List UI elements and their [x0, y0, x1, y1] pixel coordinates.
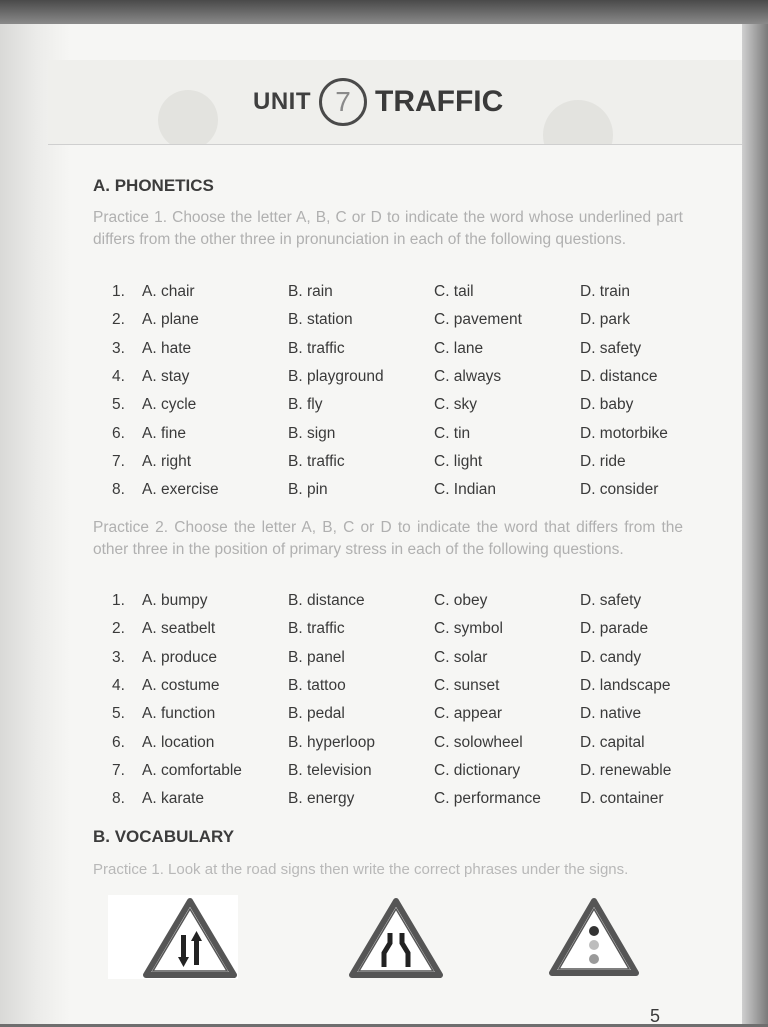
option-d: D. distance [580, 367, 658, 385]
question-number: 5. [112, 396, 125, 414]
option-c: C. tin [434, 424, 471, 442]
road-narrows-icon [348, 895, 448, 979]
option-c: C. lane [434, 339, 484, 357]
option-b: B. tattoo [288, 676, 346, 694]
option-c: C. symbol [434, 620, 503, 638]
option-d: D. baby [580, 396, 634, 414]
option-a: A. fine [142, 424, 186, 442]
option-d: D. parade [580, 620, 649, 638]
textbook-page [0, 24, 748, 1024]
option-d: D. capital [580, 733, 645, 751]
road-signs-row [108, 895, 648, 979]
option-c: C. pavement [434, 311, 522, 329]
option-b: B. playground [288, 367, 384, 385]
option-d: D. train [580, 283, 630, 300]
question-number: 4. [112, 676, 125, 694]
option-c: C. solar [434, 648, 488, 666]
vocabulary-heading: B. VOCABULARY [93, 827, 235, 846]
page-edge-shadow [742, 24, 768, 1024]
unit-label: UNIT [253, 88, 311, 115]
option-d: D. park [580, 311, 630, 329]
vocabulary-practice1-instruction: Practice 1. Look at the road signs then write the correct phrases under the signs. [93, 861, 629, 878]
option-a: A. costume [142, 676, 220, 694]
unit-number-circle [319, 78, 367, 126]
option-b: B. sign [288, 424, 336, 442]
option-b: B. station [288, 311, 353, 329]
scan-top-shadow [0, 0, 768, 24]
option-b: B. pedal [288, 705, 345, 723]
question-number: 1. [112, 592, 125, 609]
option-c: C. sunset [434, 676, 500, 694]
option-b: B. rain [288, 283, 333, 300]
question-number: 4. [112, 367, 125, 385]
option-d: D. landscape [580, 676, 671, 694]
option-c: C. tail [434, 283, 474, 300]
road-narrows-sign [348, 895, 448, 979]
phonetics-heading: A. PHONETICS [93, 176, 214, 195]
option-b: B. energy [288, 790, 355, 808]
option-a: A. karate [142, 790, 205, 808]
option-b: B. television [288, 761, 372, 779]
option-b: B. hyperloop [288, 733, 376, 751]
option-c: C. obey [434, 592, 488, 609]
option-c: C. solowheel [434, 733, 523, 751]
unit-title: TRAFFIC [375, 85, 504, 118]
option-d: D. ride [580, 452, 626, 470]
option-c: C. light [434, 452, 483, 470]
option-a: A. chair [142, 283, 195, 300]
option-a: A. right [142, 452, 192, 470]
unit-header [48, 60, 742, 144]
option-d: D. container [580, 790, 664, 808]
option-c: C. sky [434, 396, 478, 414]
option-a: A. comfortable [142, 761, 242, 779]
option-c: C. Indian [434, 481, 497, 499]
option-d: D. motorbike [580, 424, 668, 442]
option-a: A. produce [142, 648, 217, 666]
question-number: 5. [112, 705, 125, 723]
question-number: 7. [112, 452, 125, 470]
option-b: B. traffic [288, 339, 345, 357]
traffic-lights-sign [548, 895, 648, 979]
option-d: D. consider [580, 481, 659, 499]
practice1-instruction: Practice 1. Choose the letter A, B, C or D to indicate the word whose underlined part differs from the other three in pronunciation in each of the following questions. [93, 209, 683, 248]
option-a: A. exercise [142, 481, 219, 499]
option-b: B. panel [288, 648, 345, 666]
question-number: 6. [112, 424, 125, 442]
option-a: A. seatbelt [142, 620, 216, 638]
question-number: 3. [112, 648, 125, 666]
two-way-traffic-icon [108, 895, 238, 979]
option-c: C. performance [434, 790, 541, 808]
traffic-lights-icon [548, 895, 648, 979]
page-number: 5 [650, 1006, 661, 1026]
question-number: 7. [112, 761, 125, 779]
option-c: C. always [434, 367, 502, 385]
unit-number: 7 [335, 86, 351, 117]
question-number: 8. [112, 790, 125, 808]
unit-title-row [253, 74, 503, 130]
option-c: C. appear [434, 705, 503, 723]
option-b: B. distance [288, 592, 365, 609]
option-b: B. traffic [288, 452, 345, 470]
question-number: 6. [112, 733, 125, 751]
option-a: A. hate [142, 339, 192, 357]
option-a: A. plane [142, 311, 199, 329]
question-number: 3. [112, 339, 125, 357]
question-number: 2. [112, 311, 125, 329]
option-b: B. fly [288, 396, 323, 414]
option-d: D. renewable [580, 761, 672, 779]
option-a: A. bumpy [142, 592, 208, 609]
page-gutter [0, 24, 70, 1024]
faded-sign-icon [158, 90, 218, 144]
question-number: 2. [112, 620, 125, 638]
option-b: B. traffic [288, 620, 345, 638]
option-a: A. location [142, 733, 215, 751]
option-d: D. safety [580, 339, 642, 357]
option-b: B. pin [288, 481, 328, 499]
practice2-instruction: Practice 2. Choose the letter A, B, C or D to indicate the word that differs from the other three in the position of primary stress in each of the following questions. [93, 519, 683, 558]
option-a: A. cycle [142, 396, 197, 414]
option-a: A. function [142, 705, 216, 723]
header-divider [48, 144, 742, 145]
option-d: D. native [580, 705, 642, 723]
two-way-traffic-sign [108, 895, 238, 979]
option-a: A. stay [142, 367, 190, 385]
option-c: C. dictionary [434, 761, 521, 779]
question-number: 1. [112, 283, 125, 300]
question-number: 8. [112, 481, 125, 499]
option-d: D. safety [580, 592, 642, 609]
option-d: D. candy [580, 648, 642, 666]
